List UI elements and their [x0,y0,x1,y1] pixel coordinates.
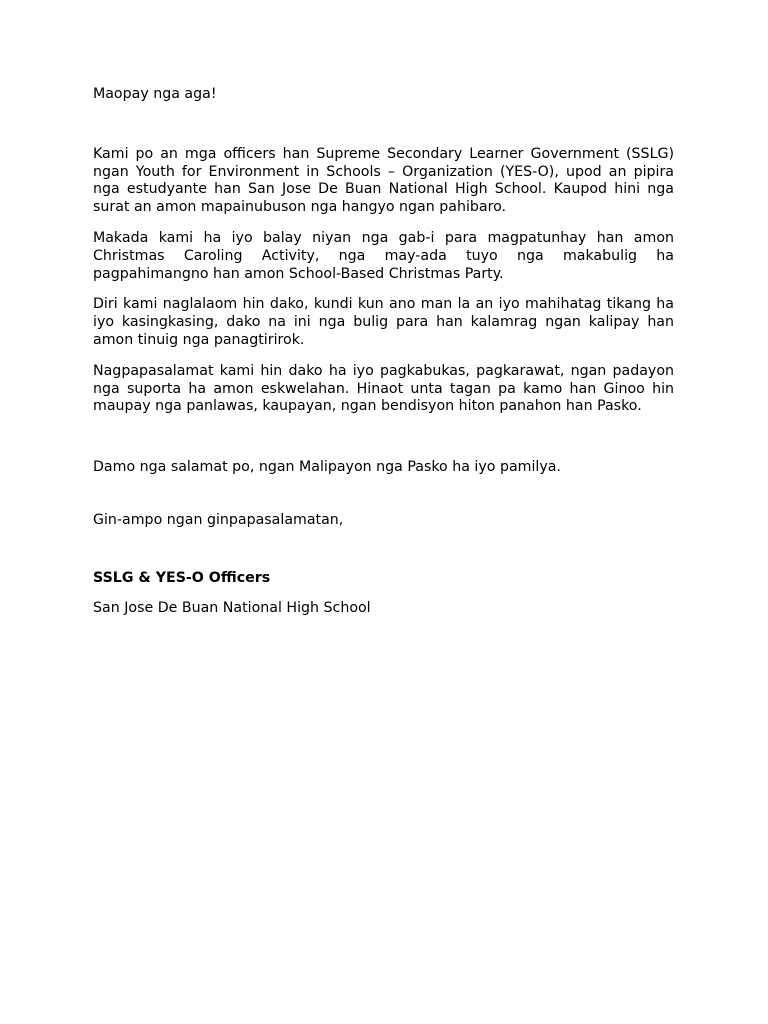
letter-paragraph-4: Nagpapasalamat kami hin dako ha iyo pagkabukas, pagkarawat, ngan padayon nga suporta ha amon eskwelahan. Hinaot unta tagan pa kamo han Ginoo hin maupay nga panlawas, kaupayan, ngan bendisyon hiton panahon han Pasko. [93,362,674,415]
letter-school-name: San Jose De Buan National High School [93,599,371,616]
letter-greeting: Maopay nga aga! [93,86,217,102]
letter-signatory: SSLG & YES-O Officers [93,569,271,586]
letter-thanks: Damo nga salamat po, ngan Malipayon nga Pasko ha iyo pamilya. [93,459,561,476]
letter-paragraph-3: Diri kami naglalaom hin dako, kundi kun ano man la an iyo mahihatag tikang ha iyo kasingkasing, dako na ini nga bulig para han kalamrag ngan kalipay han amon tinuig nga panagtirirok. [93,296,674,348]
letter-body [93,86,674,617]
letter-paragraph-2: Makada kami ha iyo balay niyan nga gab-i para magpatunhay han amon Christmas Caroling Activity, nga may-ada tuyo nga makabulig ha pagpahimangno han amon School-Based Christmas Party. [93,229,674,282]
letter-paragraph-1: Kami po an mga officers han Supreme Secondary Learner Government (SSLG) ngan Youth for Environment in Schools – Organization (YES-O), upod an pipira nga estudyante han San Jose De Buan National High School. Kaupod hini nga surat an amon mapainubuson nga hangyo ngan pahibaro. [93,145,674,216]
letter-closing: Gin-ampo ngan ginpapasalamatan, [93,511,344,528]
